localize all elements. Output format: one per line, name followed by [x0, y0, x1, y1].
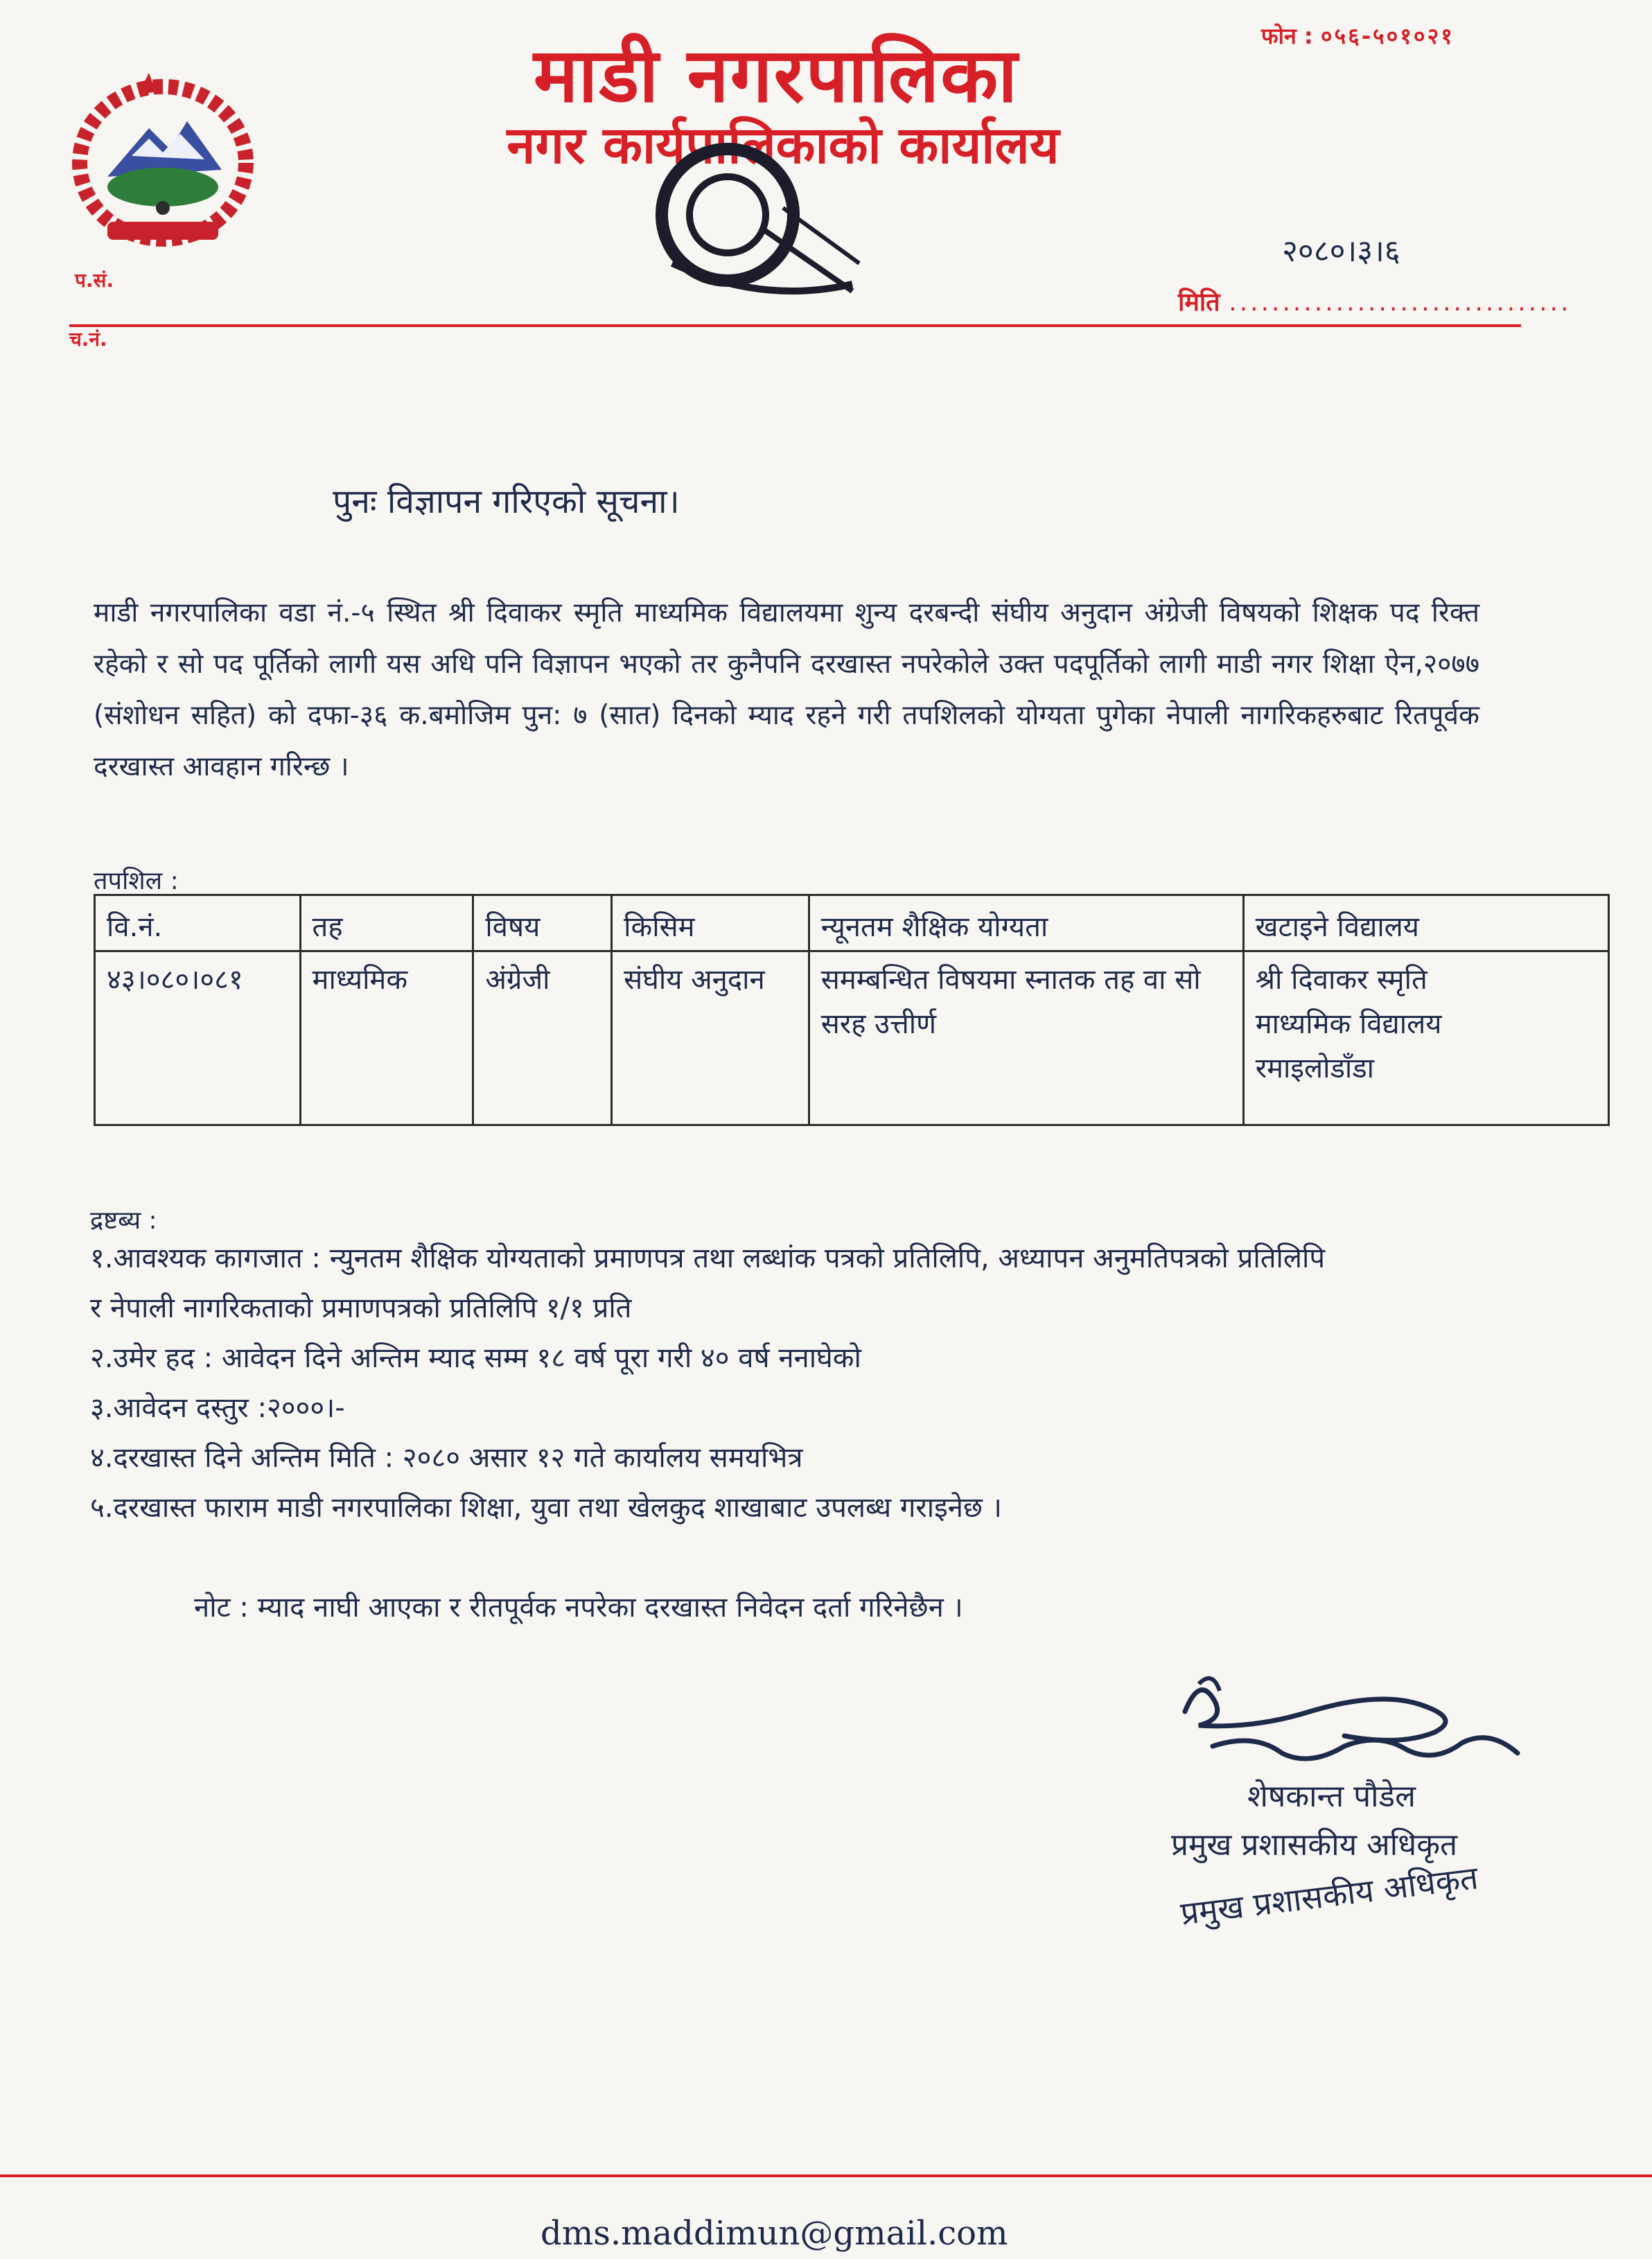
header-cell-school: खटाइने विद्यालय	[1243, 895, 1608, 951]
table-row	[95, 951, 1609, 1125]
phone-number: ०५६-५०१०२१	[1320, 23, 1455, 49]
notes-item-4: ४.दरखास्त दिने अन्तिम मिति : २०८० असार १२ गते कार्यालय समयभित्र	[90, 1442, 803, 1474]
phone-label: फोन :	[1261, 23, 1313, 49]
footer-divider	[0, 2174, 1652, 2177]
seal-title-stamp: प्रमुख प्रशासकीय अधिकृत	[1178, 1858, 1480, 1933]
details-label: तपशिल :	[94, 867, 179, 895]
office-name: नगर कार्यपालिकाको कार्यालय	[507, 116, 1060, 175]
notes-item-1: १.आवश्यक कागजात : न्युनतम शैक्षिक योग्यताको प्रमाणपत्र तथा लब्धांक पत्रको प्रतिलिपि, अध्यापन अनुमतिपत्रको प्रतिलिपि	[90, 1242, 1326, 1274]
table-header-row	[95, 895, 1609, 951]
footer-email: dms.maddimun@gmail.com	[541, 2214, 1008, 2253]
cell-school	[1243, 951, 1608, 1125]
cell-level: माध्यमिक	[300, 951, 473, 1125]
notes-item-1-continued: र नेपाली नागरिकताको प्रमाणपत्रको प्रतिलिपि १/१ प्रति	[90, 1292, 632, 1324]
cell-qualification: समम्बन्धित विषयमा स्नातक तह वा सो सरह उत्तीर्ण	[809, 951, 1243, 1125]
cell-type: संघीय अनुदान	[612, 951, 809, 1125]
notes-item-5: ५.दरखास्त फाराम माडी नगरपालिका शिक्षा, युवा तथा खेलकुद शाखाबाट उपलब्ध गराइनेछ ।	[90, 1492, 1002, 1524]
notes-item-2: २.उमेर हद : आवेदन दिने अन्तिम म्याद सम्म १८ वर्ष पूरा गरी ४० वर्ष ननाघेको	[90, 1342, 861, 1374]
date-label: मिति	[1178, 288, 1220, 317]
note-line: नोट : म्याद नाघी आएका र रीतपूर्वक नपरेका दरखास्त निवेदन दर्ता गरिनेछैन ।	[194, 1592, 963, 1624]
signer-title: प्रमुख प्रशासकीय अधिकृत	[1171, 1827, 1458, 1863]
header-cell-qualification: न्यूनतम शैक्षिक योग्यता	[809, 895, 1243, 951]
header-divider	[69, 324, 1521, 327]
ref-chalani-label: च.नं.	[69, 328, 107, 351]
header-cell-number: वि.नं.	[95, 895, 301, 951]
phone-line	[1261, 21, 1455, 51]
ref-patra-label: प.सं.	[75, 269, 114, 292]
nepal-emblem-icon	[66, 66, 260, 253]
date-value: २०८०।३।६	[1282, 234, 1400, 269]
school-line-3: रमाइलोडाँडा	[1255, 1053, 1374, 1084]
date-row	[1178, 284, 1571, 318]
header-cell-type: किसिम	[612, 895, 809, 951]
school-line-1: श्री दिवाकर स्मृति	[1255, 964, 1427, 996]
school-line-2: माध्यमिक विद्यालय	[1255, 1008, 1442, 1040]
date-dots: ................................	[1229, 288, 1572, 317]
requirements-table	[94, 894, 1610, 1126]
notes-list	[90, 1233, 1559, 1533]
cell-number: ४३।०८०।०८१	[95, 951, 301, 1125]
notice-paragraph: माडी नगरपालिका वडा नं.-५ स्थित श्री दिवाकर स्मृति माध्यमिक विद्यालयमा शुन्य दरबन्दी संघीय अनुदान अंग्रेजी विषयको शिक्षक पद रिक्त रहेको र सो पद पूर्तिको लागी यस अधि पनि विज्ञापन भएको तर कुनैपनि दरखास्त नपरेकोले उक्त पदपूर्तिकाे लागी माडी नगर शिक्षा ऐन,२०७७ (संशोधन सहित) को दफा-३६ क.बमोजिम पुन: ७ (सात) दिनको म्याद रहने गरी तपशिलको योग्यता पुगेका नेपाली नागरिकहरुबाट रितपूर्वक दरखास्त आवहान गरिन्छ ।	[94, 597, 1479, 782]
office-round-stamp-icon	[624, 125, 915, 319]
cell-subject: अंग्रेजी	[473, 951, 612, 1125]
header-cell-level: तह	[300, 895, 473, 951]
signer-name: शेषकान्त पौडेल	[1247, 1779, 1416, 1814]
header-cell-subject: विषय	[473, 895, 612, 951]
notice-title: पुनः विज्ञापन गरिएको सूचना।	[333, 482, 680, 521]
notes-item-3: ३.आवेदन दस्तुर :२०००।-	[90, 1392, 345, 1424]
notes-title: द्रष्टब्य :	[90, 1206, 157, 1235]
org-name: माडी नगरपालिका	[533, 33, 1019, 119]
